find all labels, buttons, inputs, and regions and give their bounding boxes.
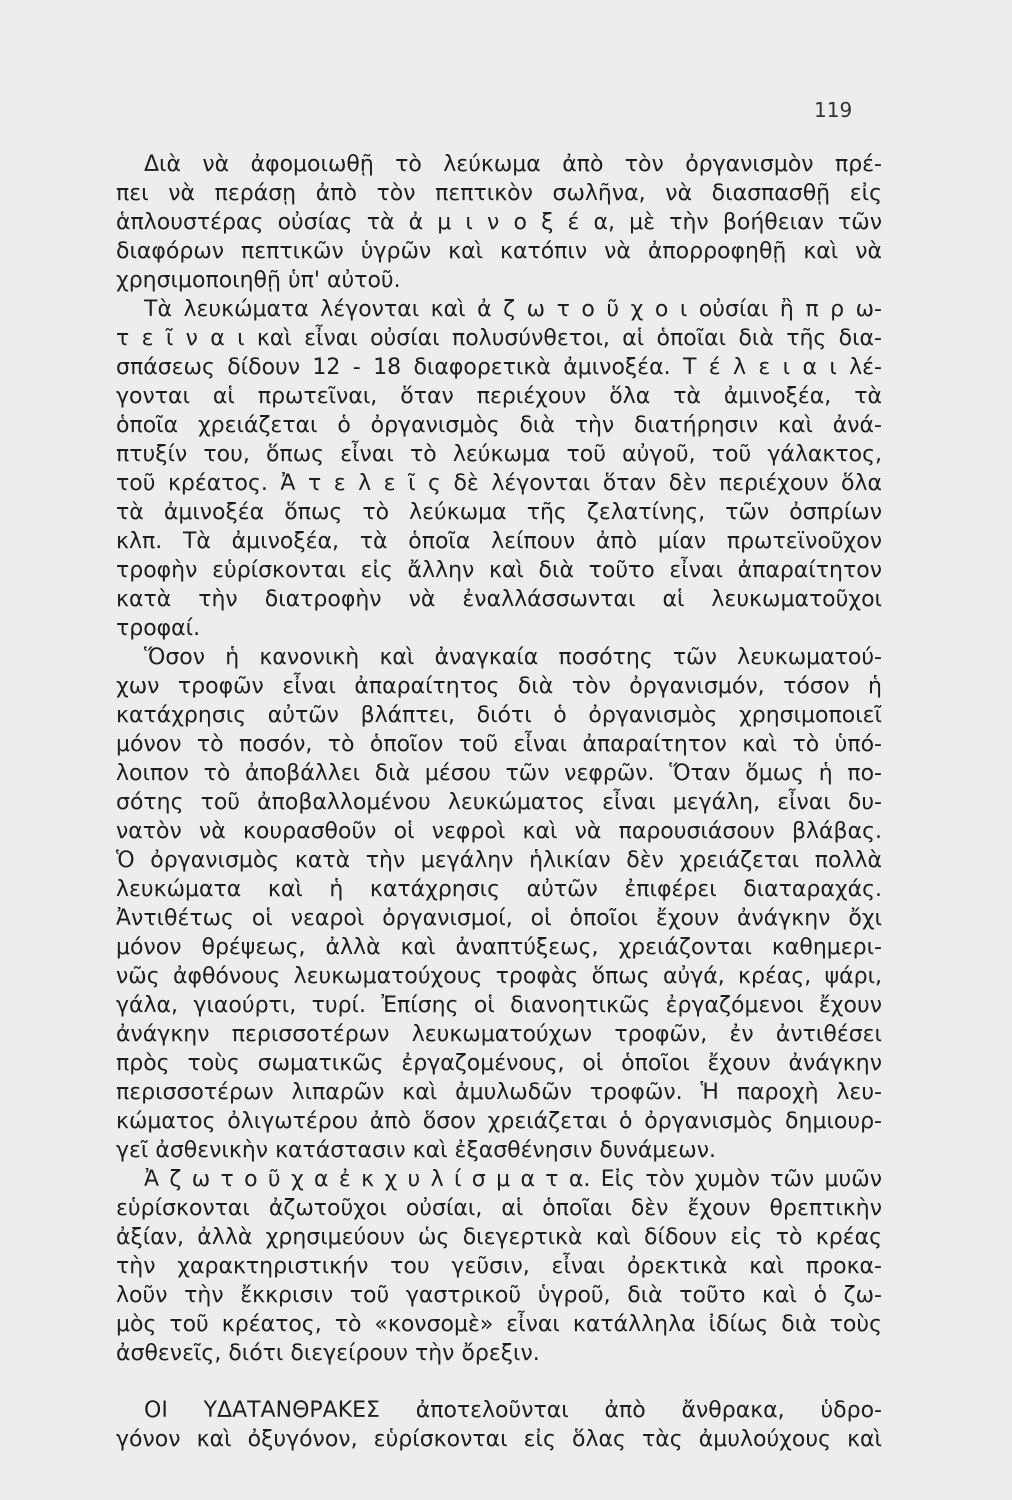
text-line: μὸς τοῦ κρέατος, τὸ «κονσομὲ» εἶναι κατάλληλα ἰδίως διὰ τοὺς [116,1312,882,1337]
text-line: κώματος ὀλιγωτέρου ἀπὸ ὅσον χρειάζεται ὁ ὀργανισμὸς δημιουρ- [116,1109,882,1134]
body-text [116,150,882,1454]
text-line: χρησιμοποιηθῇ ὑπ' αὐτοῦ. [116,268,401,293]
text-line: ΟΙ ΥΔΑΤΑΝΘΡΑΚΕΣ ἀποτελοῦνται ἀπὸ ἄνθρακα, ὑδρο- [144,1398,882,1423]
text-line: Ὅσον ἡ κανονικὴ καὶ ἀναγκαία ποσότης τῶν λευκωματού- [144,645,882,670]
text-line: χων τροφῶν εἶναι ἀπαραίτητος διὰ τὸν ὀργανισμόν, τόσον ἡ [116,674,882,699]
text-line: κλπ. Τὰ ἀμινοξέα, τὰ ὁποῖα λείπουν ἀπὸ μίαν πρωτεϊνοῦχον [116,529,882,554]
text-line: εὑρίσκονται ἀζωτοῦχοι οὐσίαι, αἱ ὁποῖαι δὲν ἔχουν θρεπτικὴν [116,1196,882,1221]
text-line: κατάχρησις αὐτῶν βλάπτει, διότι ὁ ὀργανισμὸς χρησιμοποιεῖ [116,703,882,728]
text-line: γονται αἱ πρωτεῖναι, ὅταν περιέχουν ὅλα τὰ ἀμινοξέα, τὰ [116,384,882,409]
text-line: λοῦν τὴν ἔκκρισιν τοῦ γαστρικοῦ ὑγροῦ, διὰ τοῦτο καὶ ὁ ζω- [116,1283,882,1308]
text-line: περισσοτέρων λιπαρῶν καὶ ἀμυλωδῶν τροφῶν. Ἡ παροχὴ λευ- [116,1080,882,1105]
text-line: ἀσθενεῖς, διότι διεγείρουν τὴν ὄρεξιν. [116,1341,540,1366]
text-line: Ὁ ὀργανισμὸς κατὰ τὴν μεγάλην ἡλικίαν δὲν χρειάζεται πολλὰ [116,848,882,873]
text-line: νῶς ἀφθόνους λευκωματούχους τροφὰς ὅπως αὐγά, κρέας, ψάρι, [116,964,882,989]
text-line: γεῖ ἀσθενικὴν κατάστασιν καὶ ἐξασθένησιν δυνάμεων. [116,1138,716,1163]
text-line: μόνον τὸ ποσόν, τὸ ὁποῖον τοῦ εἶναι ἀπαραίτητον καὶ τὸ ὑπό- [116,732,882,757]
paragraph-gap [116,1368,882,1396]
text-line: νατὸν νὰ κουρασθοῦν οἱ νεφροὶ καὶ νὰ παρουσιάσουν βλάβας. [116,819,882,844]
text-line: Ἀντιθέτως οἱ νεαροὶ ὀργανισμοί, οἱ ὁποῖοι ἔχουν ἀνάγκην ὄχι [116,906,882,931]
text-line: Διὰ νὰ ἀφομοιωθῇ τὸ λεύκωμα ἀπὸ τὸν ὀργανισμὸν πρέ- [144,152,882,177]
text-line: πτυξίν του, ὅπως εἶναι τὸ λεύκωμα τοῦ αὐγοῦ, τοῦ γάλακτος, [116,442,882,467]
text-line: γάλα, γιαούρτι, τυρί. Ἐπίσης οἱ διανοητικῶς ἐργαζόμενοι ἔχουν [116,993,882,1018]
text-line: σότης τοῦ ἀποβαλλομένου λευκώματος εἶναι μεγάλη, εἶναι δυ- [116,790,882,815]
text-line: ἀξίαν, ἀλλὰ χρησιμεύουν ὡς διεγερτικὰ καὶ δίδουν εἰς τὸ κρέας [116,1225,882,1250]
text-line: Τὰ λευκώματα λέγονται καὶ ἀ ζ ω τ ο ῦ χ ο ι οὐσίαι ἢ π ρ ω- [144,297,882,322]
text-line: τ ε ῖ ν α ι καὶ εἶναι οὐσίαι πολυσύνθετοι, αἱ ὁποῖαι διὰ τῆς δια- [116,326,882,351]
text-line: ἀνάγκην περισσοτέρων λευκωματούχων τροφῶν, ἐν ἀντιθέσει [116,1022,882,1047]
text-line: διαφόρων πεπτικῶν ὑγρῶν καὶ κατόπιν νὰ ἀπορροφηθῇ καὶ νὰ [116,239,882,264]
text-line: τροφὴν εὑρίσκονται εἰς ἄλλην καὶ διὰ τοῦτο εἶναι ἀπαραίτητον [116,558,882,583]
text-line: κατὰ τὴν διατροφὴν νὰ ἐναλλάσσωνται αἱ λευκωματοῦχοι [116,587,882,612]
text-line: μόνον θρέψεως, ἀλλὰ καὶ ἀναπτύξεως, χρειάζονται καθημερι- [116,935,882,960]
text-line: λοιπον τὸ ἀποβάλλει διὰ μέσου τῶν νεφρῶν. Ὅταν ὅμως ἡ πο- [116,761,882,786]
text-line: τὰ ἀμινοξέα ὅπως τὸ λεύκωμα τῆς ζελατίνης, τῶν ὀσπρίων [116,500,882,525]
page-number: 119 [814,98,853,122]
text-line: γόνον καὶ ὀξυγόνον, εὑρίσκονται εἰς ὅλας τὰς ἀμυλούχους καὶ [116,1427,882,1452]
text-line: Ἀ ζ ω τ ο ῦ χ α ἐ κ χ υ λ ί σ μ α τ α. Εἰς τὸν χυμὸν τῶν μυῶν [144,1167,882,1192]
text-line: ὁποῖα χρειάζεται ὁ ὀργανισμὸς διὰ τὴν διατήρησιν καὶ ἀνά- [116,413,882,438]
text-line: σπάσεως δίδουν 12 - 18 διαφορετικὰ ἀμινοξέα. Τ έ λ ε ι α ι λέ- [116,355,882,380]
text-line: τὴν χαρακτηριστικήν του γεῦσιν, εἶναι ὀρεκτικὰ καὶ προκα- [116,1254,882,1279]
text-line: τροφαί. [116,616,201,641]
text-line: τοῦ κρέατος. Ἀ τ ε λ ε ῖ ς δὲ λέγονται ὅταν δὲν περιέχουν ὅλα [116,471,882,496]
text-line: λευκώματα καὶ ἡ κατάχρησις αὐτῶν ἐπιφέρει διαταραχάς. [116,877,882,902]
text-line: ἁπλουστέρας οὐσίας τὰ ἀ μ ι ν ο ξ έ α, μὲ τὴν βοήθειαν τῶν [116,210,882,235]
text-line: πρὸς τοὺς σωματικῶς ἐργαζομένους, οἱ ὁποῖοι ἔχουν ἀνάγκην [116,1051,882,1076]
text-line: πει νὰ περάσῃ ἀπὸ τὸν πεπτικὸν σωλῆνα, νὰ διασπασθῇ εἰς [116,181,882,206]
